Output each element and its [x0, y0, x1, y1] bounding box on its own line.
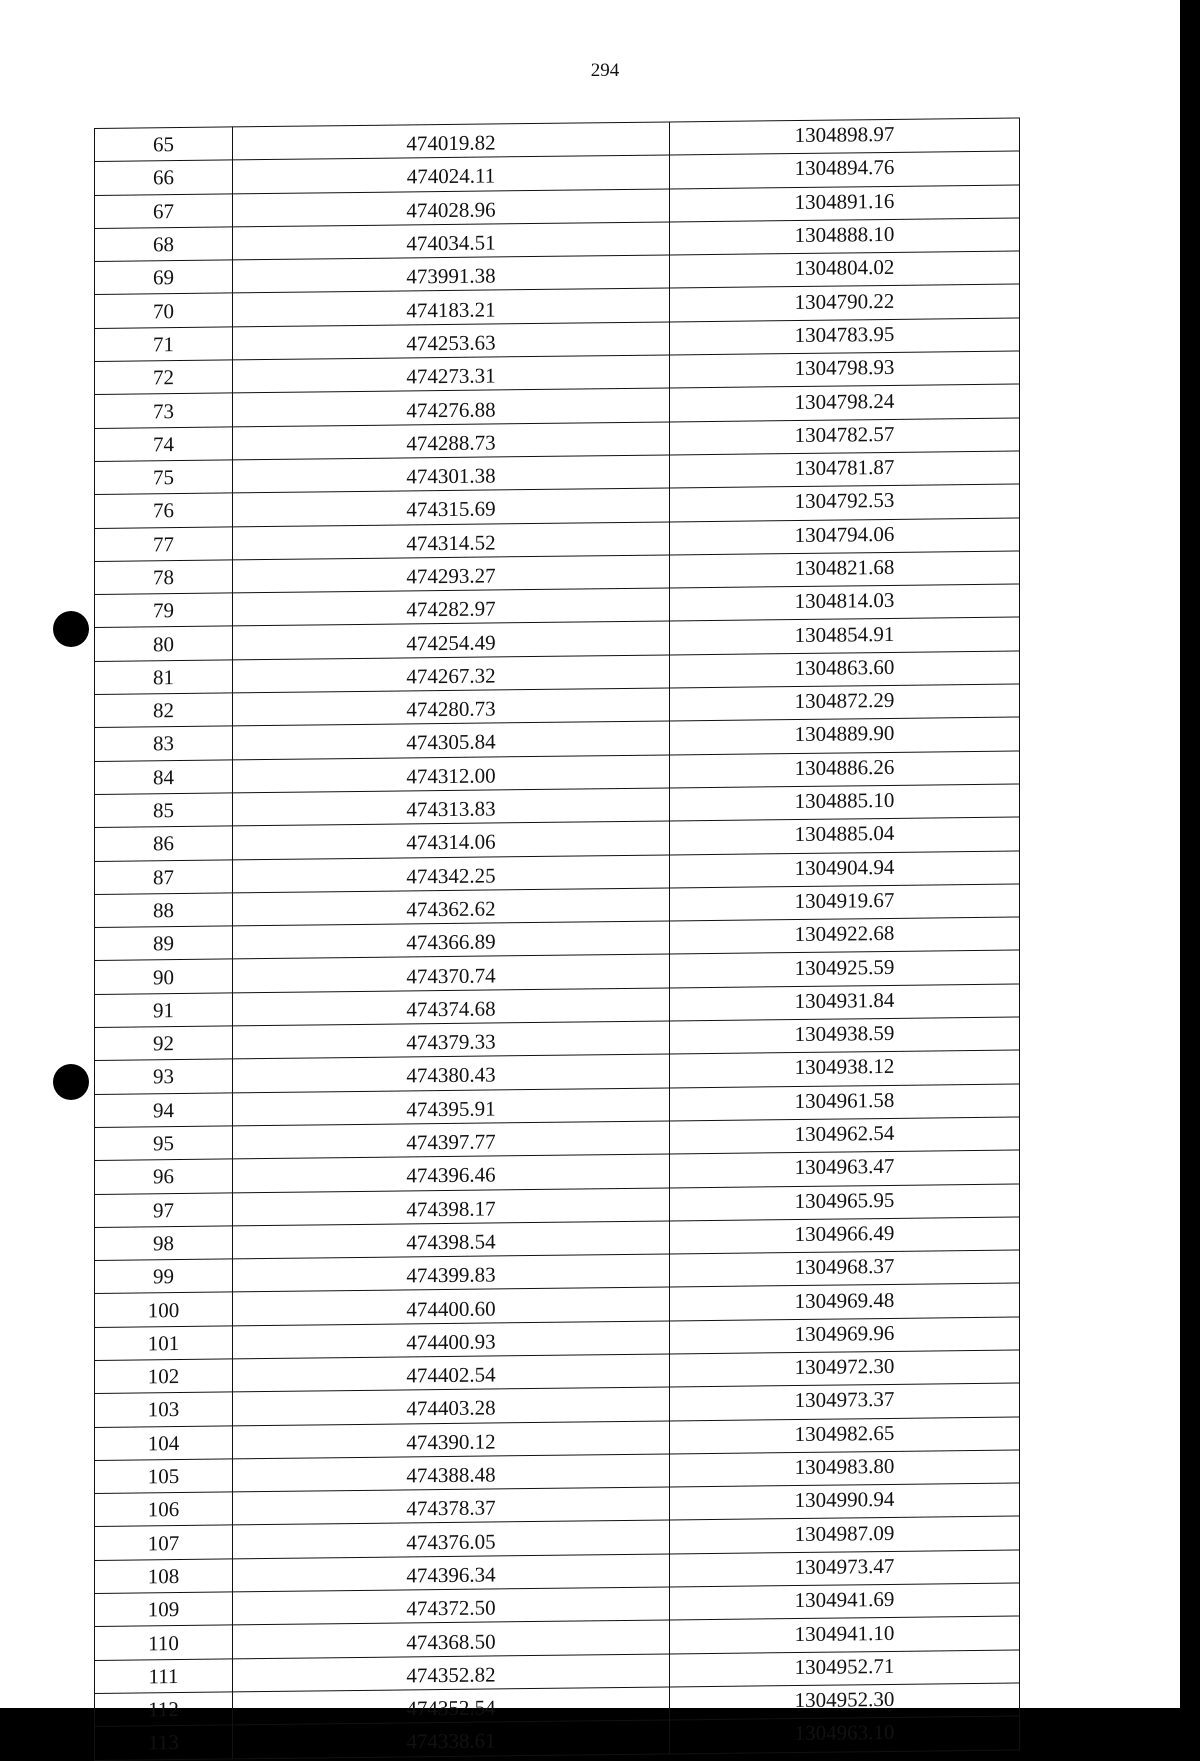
y-coordinate-cell: 1304952.30: [670, 1683, 1020, 1720]
point-number-cell: 96: [95, 1159, 233, 1194]
y-coordinate-cell: 1304854.91: [670, 617, 1020, 654]
point-number-cell: 104: [95, 1426, 233, 1461]
point-number-cell: 65: [95, 127, 233, 162]
x-coordinate-cell: 474374.68: [233, 988, 670, 1026]
y-coordinate-cell: 1304863.60: [670, 651, 1020, 688]
x-coordinate-cell: 474398.54: [233, 1221, 670, 1259]
point-number-cell: 90: [95, 959, 233, 994]
y-coordinate-cell: 1304987.09: [670, 1516, 1020, 1553]
x-coordinate-cell: 474352.54: [233, 1687, 670, 1725]
y-coordinate-cell: 1304794.06: [670, 518, 1020, 555]
x-coordinate-cell: 474366.89: [233, 921, 670, 959]
y-coordinate-cell: 1304781.87: [670, 451, 1020, 488]
point-number-cell: 106: [95, 1492, 233, 1527]
x-coordinate-cell: 474267.32: [233, 655, 670, 693]
table-body: [95, 118, 1020, 1760]
y-coordinate-cell: 1304941.69: [670, 1583, 1020, 1620]
y-coordinate-cell: 1304891.16: [670, 185, 1020, 222]
point-number-cell: 107: [95, 1525, 233, 1560]
point-number-cell: 77: [95, 526, 233, 561]
y-coordinate-cell: 1304990.94: [670, 1483, 1020, 1520]
x-coordinate-cell: 474396.34: [233, 1554, 670, 1592]
point-number-cell: 112: [95, 1692, 233, 1727]
x-coordinate-cell: 474276.88: [233, 388, 670, 426]
x-coordinate-cell: 474398.17: [233, 1187, 670, 1225]
point-number-cell: 97: [95, 1192, 233, 1227]
x-coordinate-cell: 474396.46: [233, 1154, 670, 1192]
x-coordinate-cell: 474378.37: [233, 1487, 670, 1525]
y-coordinate-cell: 1304968.37: [670, 1250, 1020, 1287]
x-coordinate-cell: 474305.84: [233, 721, 670, 759]
x-coordinate-cell: 474402.54: [233, 1354, 670, 1392]
y-coordinate-cell: 1304885.04: [670, 817, 1020, 854]
y-coordinate-cell: 1304925.59: [670, 950, 1020, 987]
x-coordinate-cell: 474390.12: [233, 1421, 670, 1459]
x-coordinate-cell: 474388.48: [233, 1454, 670, 1492]
y-coordinate-cell: 1304782.57: [670, 418, 1020, 455]
y-coordinate-cell: 1304888.10: [670, 218, 1020, 255]
y-coordinate-cell: 1304814.03: [670, 584, 1020, 621]
x-coordinate-cell: 474254.49: [233, 621, 670, 659]
point-number-cell: 67: [95, 194, 233, 229]
point-number-cell: 75: [95, 460, 233, 495]
y-coordinate-cell: 1304961.58: [670, 1084, 1020, 1121]
point-number-cell: 81: [95, 660, 233, 695]
y-coordinate-cell: 1304885.10: [670, 784, 1020, 821]
point-number-cell: 69: [95, 260, 233, 295]
x-coordinate-cell: 474362.62: [233, 888, 670, 926]
point-number-cell: 83: [95, 726, 233, 761]
y-coordinate-cell: 1304972.30: [670, 1350, 1020, 1387]
x-coordinate-cell: 474376.05: [233, 1520, 670, 1558]
x-coordinate-cell: 474400.60: [233, 1287, 670, 1325]
coordinate-table-wrapper: [94, 118, 1019, 1761]
point-number-cell: 98: [95, 1226, 233, 1261]
x-coordinate-cell: 474273.31: [233, 355, 670, 393]
point-number-cell: 66: [95, 160, 233, 195]
y-coordinate-cell: 1304792.53: [670, 484, 1020, 521]
y-coordinate-cell: 1304790.22: [670, 284, 1020, 321]
x-coordinate-cell: 474395.91: [233, 1088, 670, 1126]
x-coordinate-cell: 474338.61: [233, 1720, 670, 1758]
y-coordinate-cell: 1304969.48: [670, 1283, 1020, 1320]
point-number-cell: 80: [95, 626, 233, 661]
y-coordinate-cell: 1304962.54: [670, 1117, 1020, 1154]
x-coordinate-cell: 474352.82: [233, 1654, 670, 1692]
y-coordinate-cell: 1304938.12: [670, 1050, 1020, 1087]
point-number-cell: 111: [95, 1659, 233, 1694]
y-coordinate-cell: 1304963.47: [670, 1150, 1020, 1187]
point-number-cell: 86: [95, 826, 233, 861]
point-number-cell: 108: [95, 1559, 233, 1594]
point-number-cell: 109: [95, 1592, 233, 1627]
y-coordinate-cell: 1304904.94: [670, 851, 1020, 888]
y-coordinate-cell: 1304872.29: [670, 684, 1020, 721]
point-number-cell: 79: [95, 593, 233, 628]
y-coordinate-cell: 1304952.71: [670, 1650, 1020, 1687]
x-coordinate-cell: 474312.00: [233, 755, 670, 793]
point-number-cell: 92: [95, 1026, 233, 1061]
point-number-cell: 95: [95, 1126, 233, 1161]
x-coordinate-cell: 474024.11: [233, 155, 670, 193]
point-number-cell: 103: [95, 1392, 233, 1427]
point-number-cell: 88: [95, 893, 233, 928]
y-coordinate-cell: 1304783.95: [670, 318, 1020, 355]
x-coordinate-cell: 474288.73: [233, 422, 670, 460]
point-number-cell: 102: [95, 1359, 233, 1394]
y-coordinate-cell: 1304973.47: [670, 1550, 1020, 1587]
y-coordinate-cell: 1304941.10: [670, 1616, 1020, 1653]
point-number-cell: 82: [95, 693, 233, 728]
x-coordinate-cell: 474397.77: [233, 1121, 670, 1159]
x-coordinate-cell: 474400.93: [233, 1321, 670, 1359]
y-coordinate-cell: 1304982.65: [670, 1417, 1020, 1454]
x-coordinate-cell: 474315.69: [233, 488, 670, 526]
x-coordinate-cell: 474282.97: [233, 588, 670, 626]
x-coordinate-cell: 474019.82: [233, 122, 670, 160]
point-number-cell: 84: [95, 760, 233, 795]
x-coordinate-cell: 474342.25: [233, 855, 670, 893]
y-coordinate-cell: 1304938.59: [670, 1017, 1020, 1054]
x-coordinate-cell: 474403.28: [233, 1387, 670, 1425]
y-coordinate-cell: 1304973.37: [670, 1383, 1020, 1420]
coordinate-table: [94, 117, 1020, 1760]
y-coordinate-cell: 1304983.80: [670, 1450, 1020, 1487]
punch-hole: [53, 1064, 89, 1100]
point-number-cell: 68: [95, 227, 233, 262]
y-coordinate-cell: 1304965.95: [670, 1184, 1020, 1221]
y-coordinate-cell: 1304798.24: [670, 384, 1020, 421]
y-coordinate-cell: 1304966.49: [670, 1217, 1020, 1254]
x-coordinate-cell: 473991.38: [233, 255, 670, 293]
y-coordinate-cell: 1304969.96: [670, 1317, 1020, 1354]
y-coordinate-cell: 1304919.67: [670, 884, 1020, 921]
point-number-cell: 78: [95, 560, 233, 595]
point-number-cell: 74: [95, 427, 233, 462]
point-number-cell: 85: [95, 793, 233, 828]
x-coordinate-cell: 474034.51: [233, 222, 670, 260]
point-number-cell: 94: [95, 1093, 233, 1128]
point-number-cell: 87: [95, 859, 233, 894]
y-coordinate-cell: 1304963.10: [670, 1716, 1020, 1753]
point-number-cell: 99: [95, 1259, 233, 1294]
x-coordinate-cell: 474028.96: [233, 189, 670, 227]
x-coordinate-cell: 474372.50: [233, 1587, 670, 1625]
point-number-cell: 100: [95, 1292, 233, 1327]
point-number-cell: 76: [95, 493, 233, 528]
point-number-cell: 70: [95, 293, 233, 328]
y-coordinate-cell: 1304931.84: [670, 984, 1020, 1021]
y-coordinate-cell: 1304821.68: [670, 551, 1020, 588]
page-number: 294: [590, 60, 620, 81]
y-coordinate-cell: 1304894.76: [670, 151, 1020, 188]
x-coordinate-cell: 474399.83: [233, 1254, 670, 1292]
x-coordinate-cell: 474280.73: [233, 688, 670, 726]
point-number-cell: 105: [95, 1459, 233, 1494]
y-coordinate-cell: 1304889.90: [670, 717, 1020, 754]
point-number-cell: 110: [95, 1625, 233, 1660]
point-number-cell: 93: [95, 1059, 233, 1094]
x-coordinate-cell: 474370.74: [233, 954, 670, 992]
x-coordinate-cell: 474253.63: [233, 322, 670, 360]
point-number-cell: 101: [95, 1326, 233, 1361]
y-coordinate-cell: 1304898.97: [670, 118, 1020, 155]
point-number-cell: 71: [95, 327, 233, 362]
x-coordinate-cell: 474313.83: [233, 788, 670, 826]
point-number-cell: 91: [95, 993, 233, 1028]
y-coordinate-cell: 1304886.26: [670, 751, 1020, 788]
point-number-cell: 73: [95, 393, 233, 428]
y-coordinate-cell: 1304798.93: [670, 351, 1020, 388]
y-coordinate-cell: 1304804.02: [670, 251, 1020, 288]
x-coordinate-cell: 474368.50: [233, 1620, 670, 1658]
point-number-cell: 72: [95, 360, 233, 395]
x-coordinate-cell: 474379.33: [233, 1021, 670, 1059]
y-coordinate-cell: 1304922.68: [670, 917, 1020, 954]
x-coordinate-cell: 474293.27: [233, 555, 670, 593]
punch-hole: [53, 611, 89, 647]
point-number-cell: 89: [95, 926, 233, 961]
x-coordinate-cell: 474380.43: [233, 1054, 670, 1092]
point-number-cell: 113: [95, 1725, 233, 1760]
x-coordinate-cell: 474314.06: [233, 821, 670, 859]
x-coordinate-cell: 474314.52: [233, 522, 670, 560]
x-coordinate-cell: 474301.38: [233, 455, 670, 493]
x-coordinate-cell: 474183.21: [233, 288, 670, 326]
